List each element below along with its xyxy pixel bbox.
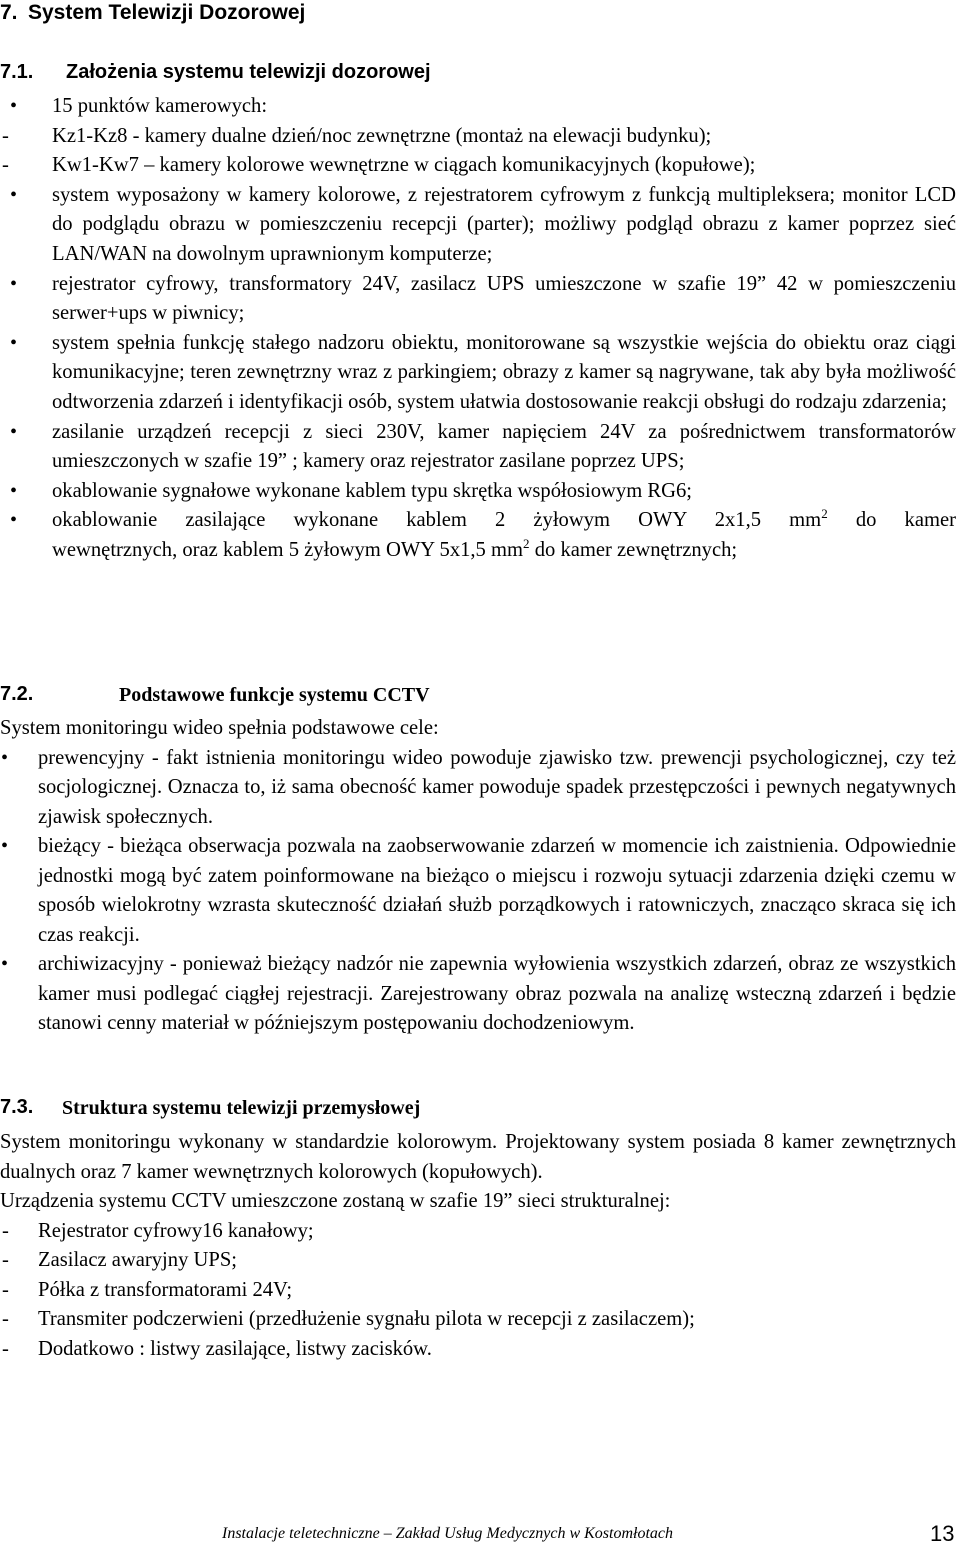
chapter-title: System Telewizji Dozorowej [28,1,306,24]
list-item [0,1217,956,1247]
section-7-1-title: Założenia systemu telewizji dozorowej [66,61,431,83]
bullet-icon: • [1,746,9,769]
list-item [0,1305,956,1335]
list-item [0,1246,956,1276]
item-text: Półka z transformatorami 24V; [38,1278,293,1301]
item-text: okablowanie sygnałowe wykonane kablem typu skrętka współosiowym RG6; [52,479,693,502]
list-item [0,1276,956,1306]
bullet-icon: • [10,331,18,354]
section-7-1-list [0,92,960,566]
dash-marker: - [2,1278,9,1301]
dash-marker: - [2,154,9,177]
dash-marker: - [2,1337,9,1360]
item-text: rejestrator cyfrowy, transformatory 24V, zasilacz UPS umieszczone w szafie 19” 42 w pomieszczeniu serwer+ups w piwnicy; [52,272,956,325]
section-7-3-title: Struktura systemu telewizji przemysłowej [62,1097,421,1119]
bullet-icon: • [10,95,18,117]
list-item [0,832,960,950]
superscript: 2 [523,536,530,552]
section-7-1-heading [0,61,600,87]
list-item [0,329,960,418]
item-text: Kw1-Kw7 – kamery kolorowe wewnętrzne w ciągach komunikacyjnych (kopułowe); [52,154,756,177]
item-text: Transmiter podczerwieni (przedłużenie sygnału pilota w recepcji z zasilaczem); [38,1308,695,1330]
section-7-2-intro: System monitoringu wideo spełnia podstawowe cele: [0,717,439,739]
bullet-icon: • [10,509,18,532]
superscript: 2 [821,506,828,522]
section-7-3-heading [0,1096,700,1122]
list-item [0,181,960,270]
bullet-icon: • [10,420,18,443]
list-item [0,270,960,329]
list-item [0,1335,956,1365]
section-7-2-title: Podstawowe funkcje systemu CCTV [119,684,430,706]
item-text: Dodatkowo : listwy zasilające, listwy zacisków. [38,1337,432,1360]
bullet-icon: • [10,479,18,502]
list-item [0,950,960,1039]
list-item [0,151,960,181]
list-item [0,506,960,565]
item-text: archiwizacyjny - ponieważ bieżący nadzór nie zapewnia wyłowienia wszystkich zdarzeń, obraz ze wszystkich kamer musi podlegać ciągłej rejestracji. Zarejestrowany obraz pozwala na analizę wsteczną zdarzeń i będzie stanowi cenny materiał w późniejszym postępowaniu dochodzeniowym. [38,953,956,1034]
item-text: Zasilacz awaryjny UPS; [38,1249,238,1271]
list-item [0,744,960,833]
section-7-3-number: 7.3. [0,1096,34,1118]
chapter-heading [0,1,305,25]
item-text: 15 punktów kamerowych: [52,95,268,117]
dash-marker: - [2,1308,9,1330]
section-7-3-body [0,1128,956,1364]
section-7-2-heading [0,683,600,709]
page-footer: Instalacje teletechniczne – Zakład Usług Medycznych w Kostomłotach [222,1525,674,1542]
item-text: Rejestrator cyfrowy16 kanałowy; [38,1219,314,1242]
bullet-icon: • [1,953,9,975]
bullet-icon: • [10,272,18,295]
item-text: system wyposażony w kamery kolorowe, z rejestratorem cyfrowym z funkcją multipleksera; monitor LCD do podglądu obrazu w pomieszczeniu recepcji (parter); możliwy podgląd obrazu z kamer poprzez sieć LAN/WAN na dowolnym uprawnionym komputerze; [52,183,956,265]
section-7-3-paragraph: Urządzenia systemu CCTV umieszczone zostaną w szafie 19” sieci strukturalnej: [0,1190,671,1212]
section-7-2-number: 7.2. [0,683,34,705]
item-text: prewencyjny - fakt istnienia monitoringu wideo powoduje zjawisko tzw. prewencji psychologicznej, czy też socjologicznej. Oznacza to, iż sama obecność kamer powoduje spadek przestępczości i pewnych negatywnych zjawisk społecznych. [38,746,956,828]
list-item [0,92,960,122]
item-text-line-1: okablowanie zasilające wykonane kablem 2 żyłowym OWY 2x1,5 $mm^2$ do kamer [52,506,956,532]
page-number: 13 [930,1521,955,1546]
list-item [0,477,960,507]
dash-marker: - [2,1249,9,1271]
item-text: bieżący - bieżąca obserwacja pozwala na zaobserwowanie zdarzeń w momencie ich zaistnienia. Odpowiednie jednostki mogą być zatem poinformowane na bieżąco o miejscu i rozwoju sytuacji zdarzenia dzięki czemu w sposób wielokrotny wzrasta skuteczność działań służb porządkowych i ratowniczych, znacząco skraca się ich czas reakcji. [38,835,956,946]
list-item [0,418,960,477]
list-item [0,122,960,152]
item-text-line-2: wewnętrznych, oraz kablem 5 żyłowym OWY 5x1,5 $mm^2$ do kamer zewnętrznych; [52,536,738,561]
item-text: Kz1-Kz8 - kamery dualne dzień/noc zewnętrzne (montaż na elewacji budynku); [52,124,712,147]
bullet-icon: • [1,835,9,857]
item-text: zasilanie urządzeń recepcji z sieci 230V, kamer napięciem 24V za pośrednictwem transformatorów umieszczonych w szafie 19” ; kamery oraz rejestrator zasilane poprzez UPS; [52,420,956,473]
section-7-3-paragraph: System monitoringu wykonany w standardzie kolorowym. Projektowany system posiada 8 kamer zewnętrznych dualnych oraz 7 kamer wewnętrznych kolorowych (kopułowych). [0,1131,956,1183]
chapter-number: 7. [0,1,18,24]
dash-marker: - [2,124,9,147]
bullet-icon: • [10,183,18,206]
section-7-2-body [0,714,960,1039]
dash-marker: - [2,1219,9,1242]
section-7-1-number: 7.1. [0,61,34,83]
item-text: system spełnia funkcję stałego nadzoru obiektu, monitorowane są wszystkie wejścia do obiektu oraz ciągi komunikacyjne; teren zewnętrzny wraz z parkingiem; obrazy z kamer są nagrywane, tak aby była możliwość odtworzenia zdarzeń i identyfikacji osób, system ułatwia dostosowanie reakcji obsługi do rodzaju zdarzenia; [52,331,956,413]
